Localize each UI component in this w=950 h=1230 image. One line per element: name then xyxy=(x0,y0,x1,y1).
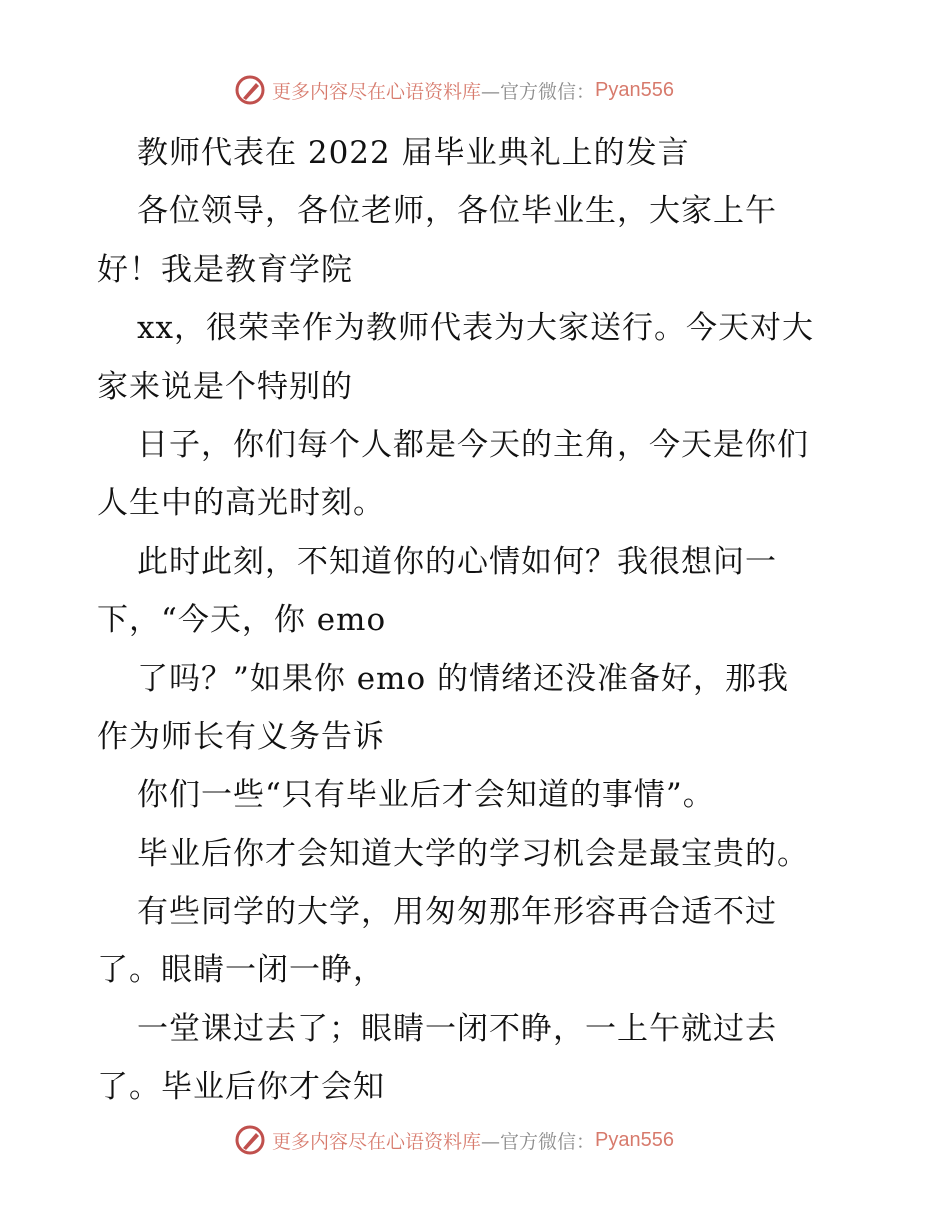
document-title: 教师代表在 2022 届毕业典礼上的发言 xyxy=(137,135,690,171)
watermark-wechat-label: —官方微信： xyxy=(481,80,596,103)
text-line: 了。毕业后你才会知 xyxy=(97,1069,385,1106)
text-line: 一堂课过去了；眼睛一闭不睁，一上午就过去 xyxy=(137,1010,777,1047)
text-line: 下，“今天，你 emo xyxy=(97,602,387,639)
watermark-wechat-id: Pyan556 xyxy=(595,1128,674,1151)
text-line: 了。眼睛一闭一睁， xyxy=(97,952,385,989)
text-line: 你们一些“只有毕业后才会知道的事情”。 xyxy=(137,777,715,814)
pen-logo-icon xyxy=(234,74,266,106)
text-line: 各位领导，各位老师，各位毕业生，大家上午 xyxy=(137,193,777,230)
watermark-text: 更多内容尽在心语资料库 xyxy=(272,80,482,103)
text-line: 家来说是个特别的 xyxy=(97,368,353,405)
footer-watermark xyxy=(234,1120,674,1160)
text-line: xx，很荣幸作为教师代表为大家送行。今天对大 xyxy=(137,310,814,347)
text-line: 有些同学的大学，用匆匆那年形容再合适不过 xyxy=(137,894,777,931)
text-line: 此时此刻，不知道你的心情如何？我很想问一 xyxy=(137,543,777,580)
text-line: 人生中的高光时刻。 xyxy=(97,485,385,522)
header-watermark xyxy=(234,70,674,110)
text-line: 作为师长有义务告诉 xyxy=(97,718,385,755)
pen-logo-icon xyxy=(234,1124,266,1156)
text-line: 日子，你们每个人都是今天的主角，今天是你们 xyxy=(137,426,809,463)
watermark-wechat-id: Pyan556 xyxy=(595,78,674,101)
watermark-wechat-label: —官方微信： xyxy=(481,1130,596,1153)
document-body xyxy=(97,124,857,1117)
watermark-text: 更多内容尽在心语资料库 xyxy=(272,1130,482,1153)
text-line: 毕业后你才会知道大学的学习机会是最宝贵的。 xyxy=(137,835,809,872)
text-line: 了吗？”如果你 emo 的情绪还没准备好，那我 xyxy=(137,660,789,697)
text-line: 好！我是教育学院 xyxy=(97,251,353,288)
